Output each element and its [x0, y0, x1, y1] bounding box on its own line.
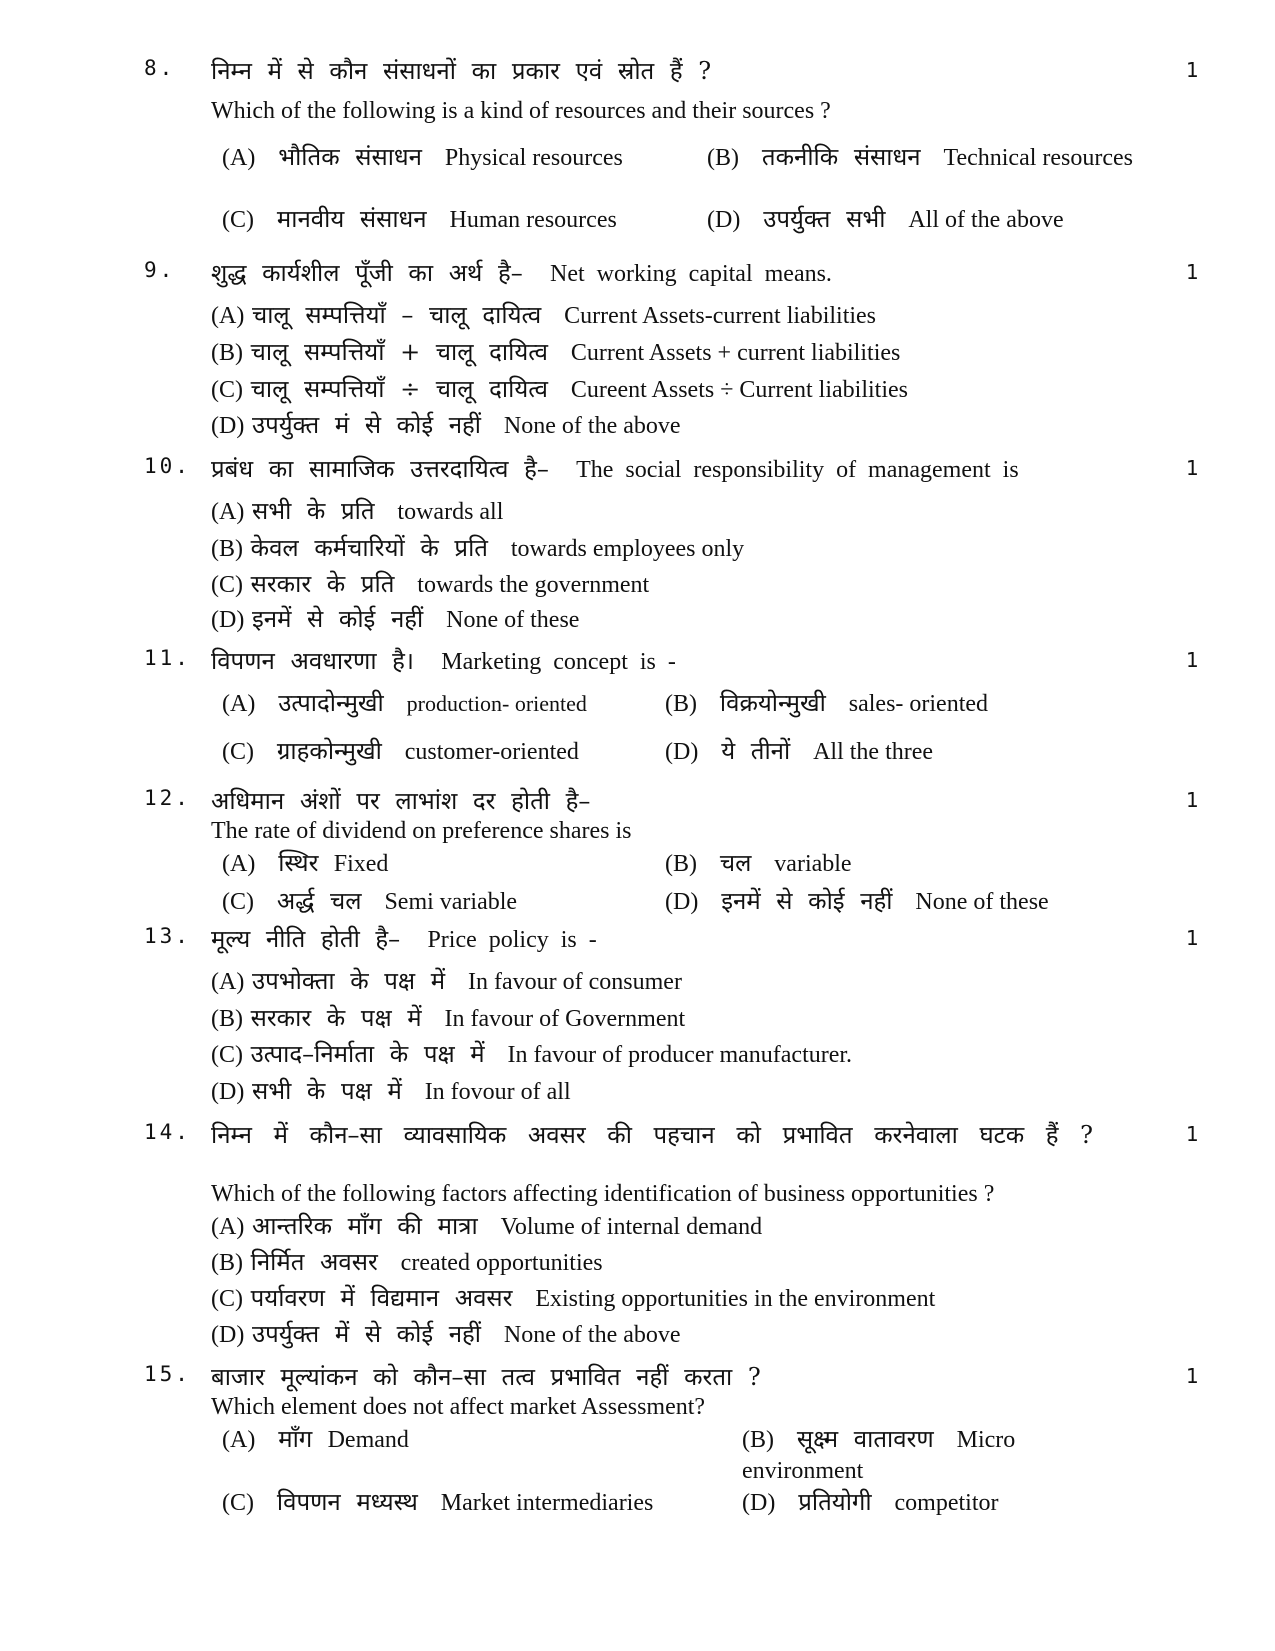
question-text-english: Net working capital means.: [550, 261, 832, 287]
question-text-hindi: बाजार मूल्यांकन को कौन–सा तत्व प्रभावित नहीं करता ?: [211, 1363, 761, 1391]
option-b: (B) सूक्ष्म वातावरण Micro environment: [742, 1425, 1016, 1484]
option-c: (C) पर्यावरण में विद्यमान अवसर Existing opportunities in the environment: [211, 1284, 936, 1312]
option-d: (D) इनमें से कोई नहीं None of these: [211, 605, 580, 633]
question-number: 8.: [144, 56, 176, 80]
question-10: [0, 454, 1275, 633]
question-marks: 1: [1186, 260, 1199, 284]
question-text-english: Marketing concept is -: [441, 649, 676, 675]
question-text-english: The rate of dividend on preference shares is: [211, 818, 632, 844]
option-c: (C) ग्राहकोन्मुखी customer-oriented: [222, 737, 579, 765]
question-number: 9.: [144, 258, 176, 282]
question-11: [0, 646, 1275, 765]
question-number: 14.: [144, 1120, 191, 1144]
option-a: (A) चालू सम्पत्तियाँ – चालू दायित्व Current Assets-current liabilities: [211, 301, 877, 329]
question-text-english: Which of the following factors affecting identification of business opportunities ?: [211, 1181, 995, 1207]
question-marks: 1: [1186, 58, 1199, 82]
question-text-hindi: मूल्य नीति होती है–: [211, 925, 401, 953]
question-text-hindi: शुद्ध कार्यशील पूँजी का अर्थ है–: [211, 259, 523, 287]
question-text-english: The social responsibility of management is: [576, 457, 1019, 483]
question-number: 10.: [144, 454, 191, 478]
question-marks: 1: [1186, 1364, 1199, 1388]
option-d: (D) उपर्युक्त में से कोई नहीं None of the above: [211, 1320, 681, 1348]
question-13: [0, 924, 1275, 1105]
option-a: (A) भौतिक संसाधन Physical resources: [222, 143, 623, 171]
question-number: 12.: [144, 786, 191, 810]
option-b: (B) निर्मित अवसर created opportunities: [211, 1248, 603, 1276]
question-number: 11.: [144, 646, 191, 670]
question-text-hindi: अधिमान अंशों पर लाभांश दर होती है–: [211, 787, 591, 815]
question-14: [0, 1120, 1275, 1348]
question-text-english: Price policy is -: [427, 927, 597, 953]
question-number: 15.: [144, 1362, 191, 1386]
option-a: (A) स्थिर Fixed: [222, 849, 389, 877]
option-b: (B) केवल कर्मचारियों के प्रति towards employees only: [211, 534, 745, 562]
option-a: (A) आन्तरिक माँग की मात्रा Volume of internal demand: [211, 1212, 763, 1240]
question-text-english: Which of the following is a kind of resources and their sources ?: [211, 98, 831, 124]
question-9: [0, 258, 1275, 439]
question-text-hindi: निम्न में कौन–सा व्यावसायिक अवसर की पहचान को प्रभावित करनेवाला घटक हैं ?: [211, 1121, 1094, 1149]
question-marks: 1: [1186, 788, 1199, 812]
option-b: (B) सरकार के पक्ष में In favour of Government: [211, 1004, 686, 1032]
option-d: (D) इनमें से कोई नहीं None of these: [665, 887, 1049, 915]
option-b: (B) चालू सम्पत्तियाँ + चालू दायित्व Current Assets + current liabilities: [211, 338, 901, 366]
question-8: [0, 56, 1275, 233]
option-d: (D) सभी के पक्ष में In fovour of all: [211, 1077, 571, 1105]
option-c: (C) मानवीय संसाधन Human resources: [222, 205, 617, 233]
question-15: [0, 1362, 1275, 1516]
option-c: (C) विपणन मध्यस्थ Market intermediaries: [222, 1488, 654, 1516]
option-b: (B) तकनीकि संसाधन Technical resources: [707, 143, 1134, 171]
option-b: (B) विक्रयोन्मुखी sales- oriented: [665, 689, 989, 717]
question-marks: 1: [1186, 926, 1199, 950]
option-b: (B) चल variable: [665, 849, 852, 877]
option-c: (C) सरकार के प्रति towards the government: [211, 570, 650, 598]
question-marks: 1: [1186, 648, 1199, 672]
question-12: [0, 786, 1275, 915]
question-text-english: Which element does not affect market Assessment?: [211, 1394, 706, 1420]
option-d: (D) उपर्युक्त सभी All of the above: [707, 205, 1064, 233]
option-a: (A) उत्पादोन्मुखी production- oriented: [222, 689, 587, 717]
question-text-hindi: निम्न में से कौन संसाधनों का प्रकार एवं स्रोत हैं ?: [211, 57, 712, 85]
option-d: (D) उपर्युक्त मं से कोई नहीं None of the above: [211, 411, 681, 439]
option-d: (D) ये तीनों All the three: [665, 737, 934, 765]
option-c: (C) अर्द्ध चल Semi variable: [222, 887, 518, 915]
question-number: 13.: [144, 924, 191, 948]
option-d: (D) प्रतियोगी competitor: [742, 1488, 999, 1516]
question-marks: 1: [1186, 456, 1199, 480]
option-a: (A) उपभोक्ता के पक्ष में In favour of consumer: [211, 967, 682, 995]
question-text-hindi: प्रबंध का सामाजिक उत्तरदायित्व है–: [211, 455, 549, 483]
question-marks: 1: [1186, 1122, 1199, 1146]
question-text-hindi: विपणन अवधारणा है।: [211, 647, 415, 675]
option-c: (C) चालू सम्पत्तियाँ ÷ चालू दायित्व Cureent Assets ÷ Current liabilities: [211, 375, 908, 403]
option-a: (A) सभी के प्रति towards all: [211, 497, 504, 525]
option-a: (A) माँग Demand: [222, 1425, 409, 1453]
option-c: (C) उत्पाद–निर्माता के पक्ष में In favour of producer manufacturer.: [211, 1040, 853, 1068]
